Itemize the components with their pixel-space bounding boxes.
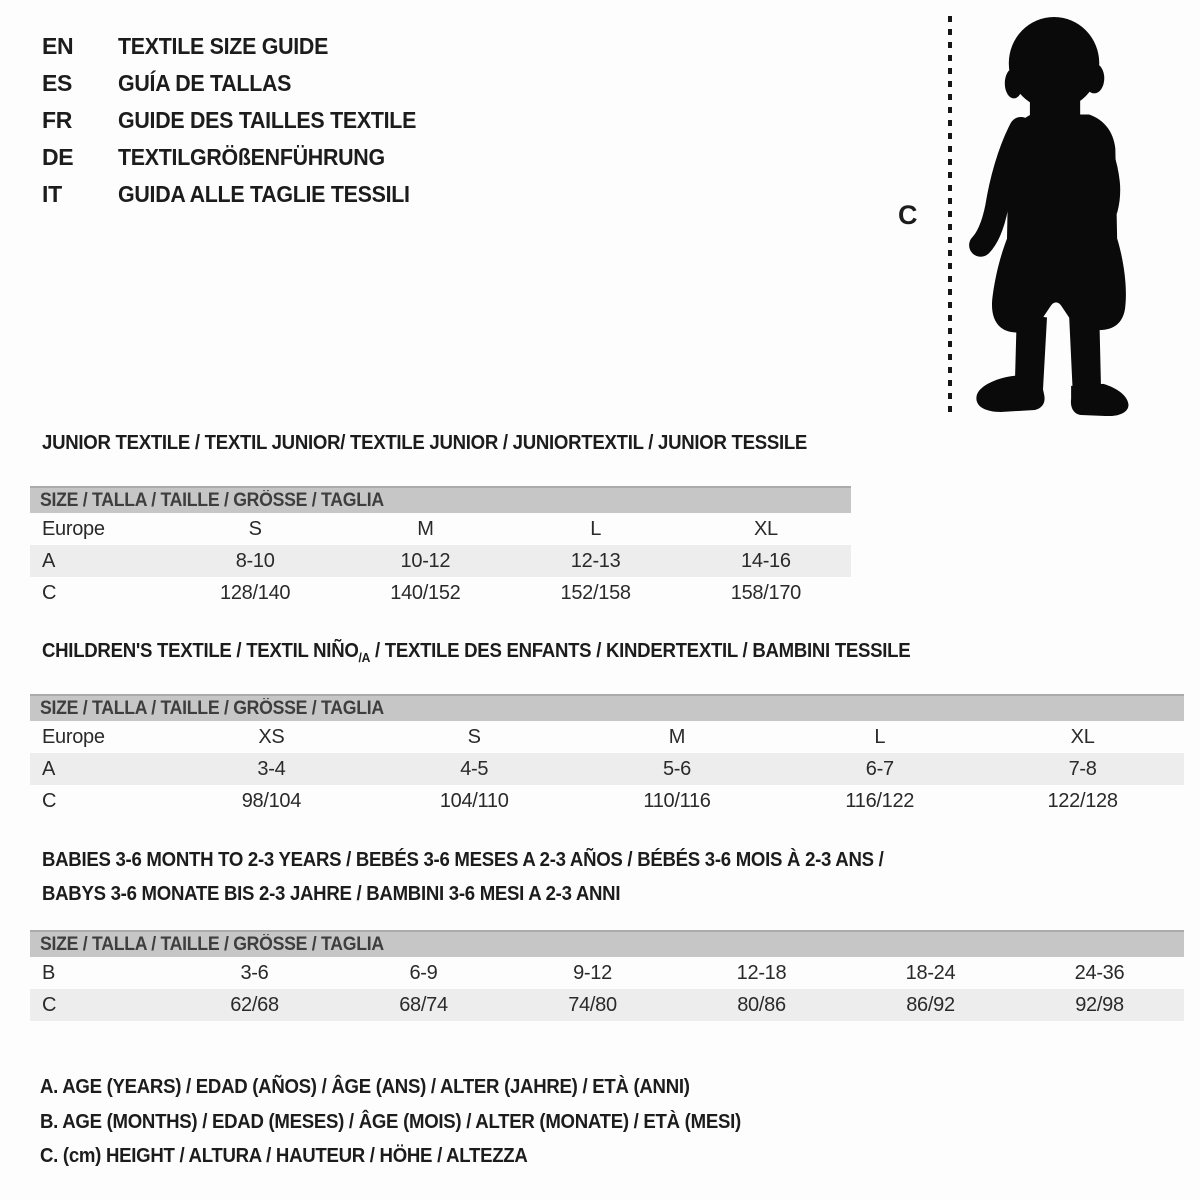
size-header-text: SIZE / TALLA / TAILLE / GRÖSSE / TAGLIA: [40, 490, 384, 511]
value-cell: 6-7: [865, 757, 894, 780]
table-row-height: [30, 989, 1184, 1021]
height-measure-dashed-line: [948, 16, 952, 414]
value-cell: 140/152: [390, 581, 461, 604]
value-cell: 158/170: [730, 581, 801, 604]
value-cell: 12-13: [570, 549, 621, 572]
row-label: A: [42, 549, 56, 572]
value-cell: 152/158: [560, 581, 631, 604]
junior-title-text: JUNIOR TEXTILE / TEXTIL JUNIOR/ TEXTILE JUNIOR / JUNIORTEXTIL / JUNIOR TESSILE: [42, 432, 808, 454]
value-cell: 128/140: [220, 581, 291, 604]
value-cell: 18-24: [905, 961, 956, 984]
size-col: XS: [258, 725, 285, 748]
junior-size-table: [30, 486, 851, 609]
lang-code: ES: [42, 70, 73, 96]
children-title-prefix: CHILDREN'S TEXTILE / TEXTIL NIÑO: [42, 640, 359, 662]
value-cell: 14-16: [741, 549, 791, 572]
lang-code: EN: [42, 33, 74, 59]
value-cell: 8-10: [235, 549, 275, 572]
value-cell: 86/92: [906, 993, 955, 1016]
value-cell: 92/98: [1075, 993, 1124, 1016]
babies-section-title: [42, 843, 947, 911]
legend-line-b: B. AGE (MONTHS) / EDAD (MESES) / ÂGE (MOIS) / ALTER (MONATE) / ETÀ (MESI): [40, 1110, 741, 1133]
lang-row-en: [42, 28, 439, 65]
lang-title: GUÍA DE TALLAS: [118, 70, 292, 96]
children-title-suffix: / TEXTILE DES ENFANTS / KINDERTEXTIL / BAMBINI TESSILE: [370, 640, 911, 662]
babies-title-line1: BABIES 3-6 MONTH TO 2-3 YEARS / BEBÉS 3-6 MESES A 2-3 AÑOS / BÉBÉS 3-6 MOIS À 2-3 ANS /: [42, 849, 884, 871]
size-col: L: [874, 725, 886, 748]
lang-title: GUIDA ALLE TAGLIE TESSILI: [118, 181, 410, 207]
value-cell: 6-9: [409, 961, 438, 984]
table-row-months: [30, 957, 1184, 989]
row-label: B: [42, 961, 56, 984]
table-row-sizes: [30, 721, 1184, 753]
measurement-legend: [40, 1070, 794, 1174]
size-col: M: [668, 725, 686, 748]
lang-code: IT: [42, 181, 62, 207]
children-section-title: [42, 640, 976, 665]
value-cell: 98/104: [241, 789, 302, 812]
value-cell: 74/80: [568, 993, 617, 1016]
lang-title: TEXTILGRÖßENFÜHRUNG: [118, 144, 385, 170]
lang-row-de: [42, 139, 439, 176]
size-col: S: [248, 517, 262, 540]
value-cell: 104/110: [439, 789, 509, 812]
size-col: XL: [753, 517, 778, 540]
legend-line-a: A. AGE (YEARS) / EDAD (AÑOS) / ÂGE (ANS) / ALTER (JAHRE) / ETÀ (ANNI): [40, 1076, 690, 1098]
lang-code: DE: [42, 144, 74, 170]
measure-c-label: C: [898, 200, 918, 230]
language-title-list: [42, 28, 439, 213]
value-cell: 7-8: [1068, 757, 1097, 780]
table-row-height: [30, 785, 1184, 817]
size-header-bar: [30, 930, 1184, 957]
value-cell: 110/116: [643, 789, 711, 812]
lang-code: FR: [42, 107, 73, 133]
value-cell: 3-6: [240, 961, 269, 984]
region-label: Europe: [42, 517, 105, 540]
size-header-bar: [30, 694, 1184, 721]
legend-line-c: C. (cm) HEIGHT / ALTURA / HAUTEUR / HÖHE / ALTEZZA: [40, 1145, 528, 1167]
lang-row-es: [42, 65, 439, 102]
children-size-table: [30, 694, 1184, 817]
table-row-age: [30, 545, 851, 577]
lang-title: GUIDE DES TAILLES TEXTILE: [118, 107, 417, 133]
value-cell: 116/122: [845, 789, 915, 812]
region-label: Europe: [42, 725, 105, 748]
value-cell: 80/86: [737, 993, 786, 1016]
lang-title: TEXTILE SIZE GUIDE: [118, 33, 329, 59]
row-label: C: [42, 789, 57, 812]
size-header-bar: [30, 486, 851, 513]
table-row-age: [30, 753, 1184, 785]
table-row-height: [30, 577, 851, 609]
value-cell: 62/68: [230, 993, 279, 1016]
value-cell: 68/74: [399, 993, 448, 1016]
size-col: L: [590, 517, 602, 540]
table-row-sizes: [30, 513, 851, 545]
row-label: A: [42, 757, 56, 780]
children-title-text: [42, 640, 910, 665]
junior-section-title: [42, 432, 865, 455]
size-header-text: SIZE / TALLA / TAILLE / GRÖSSE / TAGLIA: [40, 698, 384, 719]
value-cell: 12-18: [736, 961, 787, 984]
size-col: XL: [1070, 725, 1095, 748]
size-col: M: [417, 517, 434, 540]
value-cell: 4-5: [460, 757, 489, 780]
babies-size-table: [30, 930, 1184, 1021]
row-label: C: [42, 581, 57, 604]
value-cell: 10-12: [400, 549, 451, 572]
row-label: C: [42, 993, 57, 1016]
toddler-silhouette-icon: [966, 16, 1132, 416]
children-title-subscript: /A: [358, 650, 371, 665]
lang-row-fr: [42, 102, 439, 139]
value-cell: 24-36: [1074, 961, 1125, 984]
value-cell: 122/128: [1047, 789, 1118, 812]
value-cell: 3-4: [257, 757, 286, 780]
value-cell: 9-12: [573, 961, 612, 984]
babies-title-line2: BABYS 3-6 MONATE BIS 2-3 JAHRE / BAMBINI 3-6 MESI A 2-3 ANNI: [42, 883, 621, 905]
lang-row-it: [42, 176, 439, 213]
value-cell: 5-6: [662, 757, 691, 780]
size-header-text: SIZE / TALLA / TAILLE / GRÖSSE / TAGLIA: [40, 934, 384, 955]
size-col: S: [467, 725, 481, 748]
